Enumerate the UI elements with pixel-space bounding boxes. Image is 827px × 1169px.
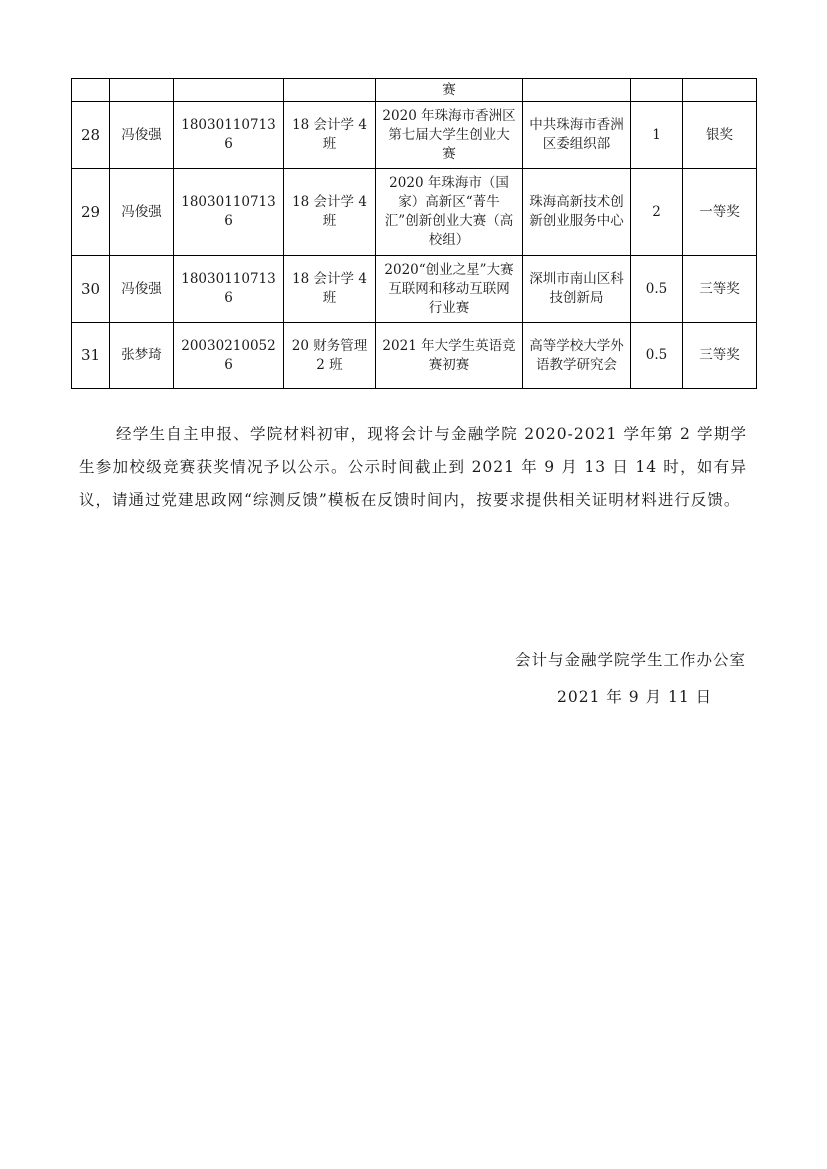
cell-no: 31 [72, 323, 110, 389]
cell-award [683, 79, 757, 102]
cell-award: 三等奖 [683, 323, 757, 389]
cell-award: 三等奖 [683, 256, 757, 323]
cell-competition: 赛 [376, 79, 523, 102]
cell-award: 一等奖 [683, 169, 757, 256]
cell-name [110, 79, 174, 102]
cell-student-id: 180301107136 [174, 169, 284, 256]
issuing-office: 会计与金融学院学生工作办公室 [514, 651, 746, 669]
cell-score [631, 79, 683, 102]
cell-no [72, 79, 110, 102]
cell-score: 0.5 [631, 256, 683, 323]
cell-organizer [523, 79, 631, 102]
cell-name: 张梦琦 [110, 323, 174, 389]
notice-paragraph: 经学生自主申报、学院材料初审，现将会计与金融学院 2020-2021 学年第 2 学期学生参加校级竞赛获奖情况予以公示。公示时间截止到 2021 年 9 月 13 日 14 时，如有异议，请通过党建思政网“综测反馈”模板在反馈时间内，按要求提供相关证明材料进行反馈。 [79, 425, 747, 509]
cell-student-id: 180301107136 [174, 102, 284, 169]
cell-student-id: 200302100526 [174, 323, 284, 389]
cell-score: 1 [631, 102, 683, 169]
cell-organizer: 中共珠海市香洲区委组织部 [523, 102, 631, 169]
cell-name: 冯俊强 [110, 102, 174, 169]
table-row [72, 169, 757, 256]
cell-no: 29 [72, 169, 110, 256]
cell-organizer: 高等学校大学外语教学研究会 [523, 323, 631, 389]
cell-student-id [174, 79, 284, 102]
cell-organizer: 深圳市南山区科技创新局 [523, 256, 631, 323]
cell-competition: 2020 年珠海市香洲区第七届大学生创业大赛 [376, 102, 523, 169]
table-row [72, 102, 757, 169]
cell-class: 18 会计学 4 班 [284, 256, 376, 323]
cell-no: 28 [72, 102, 110, 169]
cell-organizer: 珠海高新技术创新创业服务中心 [523, 169, 631, 256]
issue-date: 2021 年 9 月 11 日 [557, 688, 713, 706]
cell-class [284, 79, 376, 102]
table-row [72, 256, 757, 323]
cell-no: 30 [72, 256, 110, 323]
cell-competition: 2020 年珠海市（国家）高新区“菁牛汇”创新创业大赛（高校组） [376, 169, 523, 256]
table-row-continuation [72, 79, 757, 102]
cell-score: 2 [631, 169, 683, 256]
cell-name: 冯俊强 [110, 169, 174, 256]
awards-table [71, 78, 757, 389]
cell-class: 20 财务管理 2 班 [284, 323, 376, 389]
cell-award: 银奖 [683, 102, 757, 169]
cell-student-id: 180301107136 [174, 256, 284, 323]
cell-name: 冯俊强 [110, 256, 174, 323]
cell-class: 18 会计学 4 班 [284, 102, 376, 169]
cell-class: 18 会计学 4 班 [284, 169, 376, 256]
cell-competition: 2021 年大学生英语竞赛初赛 [376, 323, 523, 389]
cell-score: 0.5 [631, 323, 683, 389]
table-row [72, 323, 757, 389]
cell-competition: 2020“创业之星”大赛互联网和移动互联网行业赛 [376, 256, 523, 323]
